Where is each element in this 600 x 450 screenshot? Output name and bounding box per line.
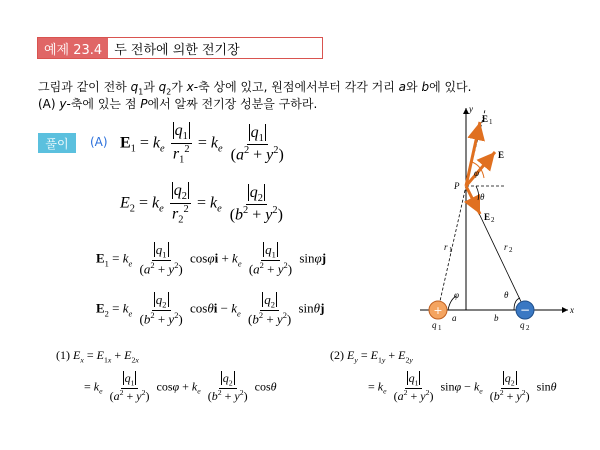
equation-ey-line2: = $k_e$ $\frac{q_1}{(a^2 + y^2)}$ $\sin\varphi - k_e$ $\frac{q_2}{(b^2 + y^2)}$ sinθ: [368, 371, 557, 403]
svg-text:θ: θ: [504, 290, 509, 300]
theta-arc-top: [476, 186, 479, 200]
svg-text:2: 2: [491, 216, 495, 224]
part-a-label: (A): [90, 135, 108, 149]
svg-text:x: x: [570, 305, 574, 315]
problem-line-1: 그림과 같이 전하 $q_1$과 $q_2$가 x-축 상에 있고, 원점에서부터 각각 거리 a와 b에 있다.: [38, 80, 472, 97]
equation-e2-magnitude: $E_2 = k_e$ $\frac{q_2}{r_2^2}$ = $k_e$ $\frac{q_2}{(b^2 + y^2)}$: [120, 182, 283, 226]
svg-text:E: E: [482, 114, 489, 124]
svg-text:E: E: [498, 150, 505, 160]
svg-text:1: 1: [489, 118, 493, 126]
problem-line-2: (A) y-축에 있는 점 P에서 알짜 전기장 성분을 구하라.: [38, 97, 318, 111]
svg-text:y: y: [469, 104, 473, 114]
example-number-label: 예제 23.4: [38, 38, 108, 58]
svg-text:−: −: [519, 303, 531, 317]
svg-text:r: r: [504, 242, 508, 252]
equation-ey-line1: (2) $E_y = E_{1y} + E_{2y}$: [330, 348, 413, 365]
equation-e1-magnitude: $E_1 = k_e$ $\frac{q_1}{r_1^2}$ = $k_e$ $\frac{q_1}{(a^2 + y^2)}$: [120, 122, 284, 166]
svg-text:P: P: [454, 181, 460, 191]
solution-badge: 풀이: [38, 133, 76, 153]
equation-e1-vector: $E_1 = k_e$ $\frac{q_1}{(a^2 + y^2)}$ $\cos\varphi i + k_e$ $\frac{q_1}{(a^2 + y^2)}$ sinφj: [96, 242, 327, 277]
svg-text:a: a: [452, 313, 457, 323]
svg-text:1: 1: [449, 246, 453, 254]
svg-text:q: q: [432, 320, 437, 330]
svg-text:q: q: [520, 320, 525, 330]
svg-text:r: r: [444, 242, 448, 252]
svg-text:θ: θ: [480, 192, 485, 202]
equation-e2-vector: $E_2 = k_e$ $\frac{q_2}{(b^2 + y^2)}$ $\cos\theta i - k_e$ $\frac{q_2}{(b^2 + y^2)}$ sinθj: [96, 292, 325, 327]
svg-text:+: +: [433, 304, 443, 317]
svg-text:b: b: [494, 313, 499, 323]
equation-ex-line1: (1) $E_x = E_{1x} + E_{2x}$: [56, 348, 139, 365]
svg-text:2: 2: [509, 246, 513, 254]
svg-text:2: 2: [526, 324, 530, 330]
svg-text:1: 1: [438, 324, 442, 330]
example-title-box: [37, 37, 323, 59]
svg-text:E: E: [484, 212, 491, 222]
equation-ex-line2: = $k_e$ $\frac{q_1}{(a^2 + y^2)}$ $\cos\varphi + k_e$ $\frac{q_2}{(b^2 + y^2)}$ cosθ: [84, 371, 277, 403]
field-diagram: [410, 100, 580, 330]
svg-text:φ: φ: [454, 290, 459, 300]
svg-text:φ: φ: [474, 168, 479, 178]
example-title: 두 전하에 의한 전기장: [114, 42, 240, 58]
